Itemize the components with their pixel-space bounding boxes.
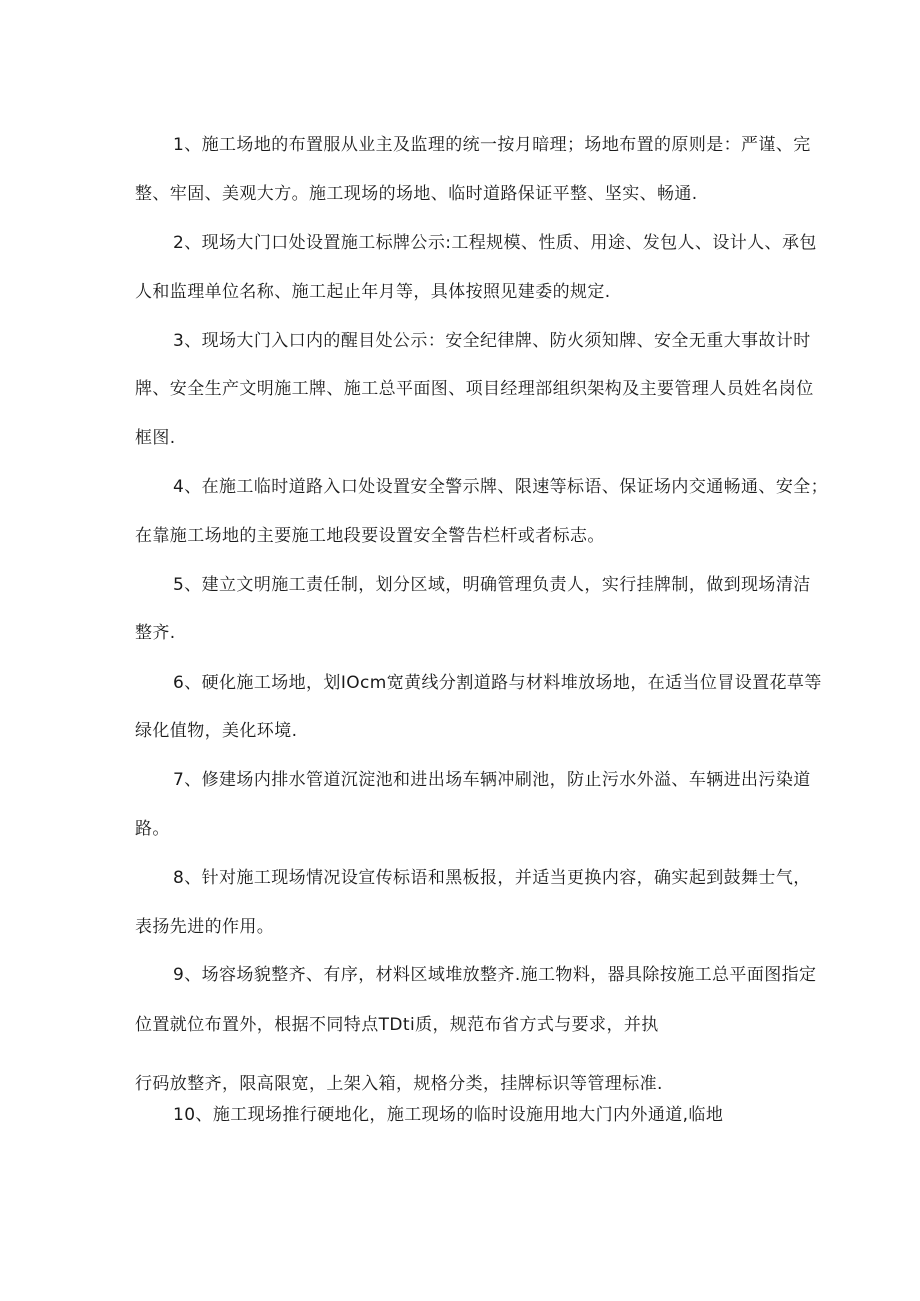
paragraph-3-line-3: 框图.: [135, 428, 176, 448]
paragraph-4-line-2: 在靠施工场地的主要施工地段要设置安全警告栏杆或者标志。: [135, 526, 605, 546]
paragraph-9-line-3: 行码放整齐，限高限宽，上架入箱，规格分类，挂牌标识等管理标准.: [135, 1074, 663, 1094]
paragraph-4-line-1: 4、在施工临时道路入口处设置安全警示牌、限速等标语、保证场内交通畅通、安全；: [173, 477, 829, 497]
paragraph-8-line-1: 8、针对施工现场情况设宣传标语和黑板报，并适当更换内容，确实起到鼓舞士气，: [173, 868, 811, 888]
paragraph-7-line-2: 路。: [135, 819, 170, 839]
paragraph-5-line-2: 整齐.: [135, 623, 176, 643]
paragraph-2-line-2: 人和监理单位名称、施工起止年月等，具体按照见建委的规定.: [135, 282, 611, 302]
paragraph-1-line-1: 1、施工场地的布置服从业主及监理的统一按月暗理；场地布置的原则是：严谨、完: [173, 135, 811, 155]
paragraph-8-line-2: 表扬先进的作用。: [135, 917, 275, 937]
paragraph-3-line-1: 3、现场大门入口内的醒目处公示：安全纪律牌、防火须知牌、安全无重大事故计时: [173, 331, 811, 351]
paragraph-7-line-1: 7、修建场内排水管道沉淀池和进出场车辆冲刷池，防止污水外溢、车辆进出污染道: [173, 770, 811, 790]
paragraph-1-line-2: 整、牢固、美观大方。施工现场的场地、临时道路保证平整、坚实、畅通.: [135, 184, 698, 204]
paragraph-10-line-1: 10、施工现场推行硬地化，施工现场的临时设施用地大门内外通道,临地: [173, 1105, 724, 1125]
paragraph-9-line-2: 位置就位布置外，根据不同特点TDti质，规范布省方式与要求，并执: [135, 1015, 659, 1035]
paragraph-5-line-1: 5、建立文明施工责任制，划分区域，明确管理负责人，实行挂牌制，做到现场清洁: [173, 575, 811, 595]
paragraph-9-line-1: 9、场容场貌整齐、有序，材料区域堆放整齐.施工物料，器具除按施工总平面图指定: [173, 965, 817, 985]
paragraph-3-line-2: 牌、安全生产文明施工牌、施工总平面图、项目经理部组织架构及主要管理人员姓名岗位: [135, 379, 814, 399]
paragraph-6-line-1: 6、硬化施工场地，划IOcm宽黄线分割道路与材料堆放场地，在适当位冒设置花草等: [173, 673, 822, 693]
paragraph-6-line-2: 绿化值物，美化环境.: [135, 721, 298, 741]
paragraph-2-line-1: 2、现场大门口处设置施工标牌公示:工程规模、性质、用途、发包人、设计人、承包: [173, 233, 817, 253]
